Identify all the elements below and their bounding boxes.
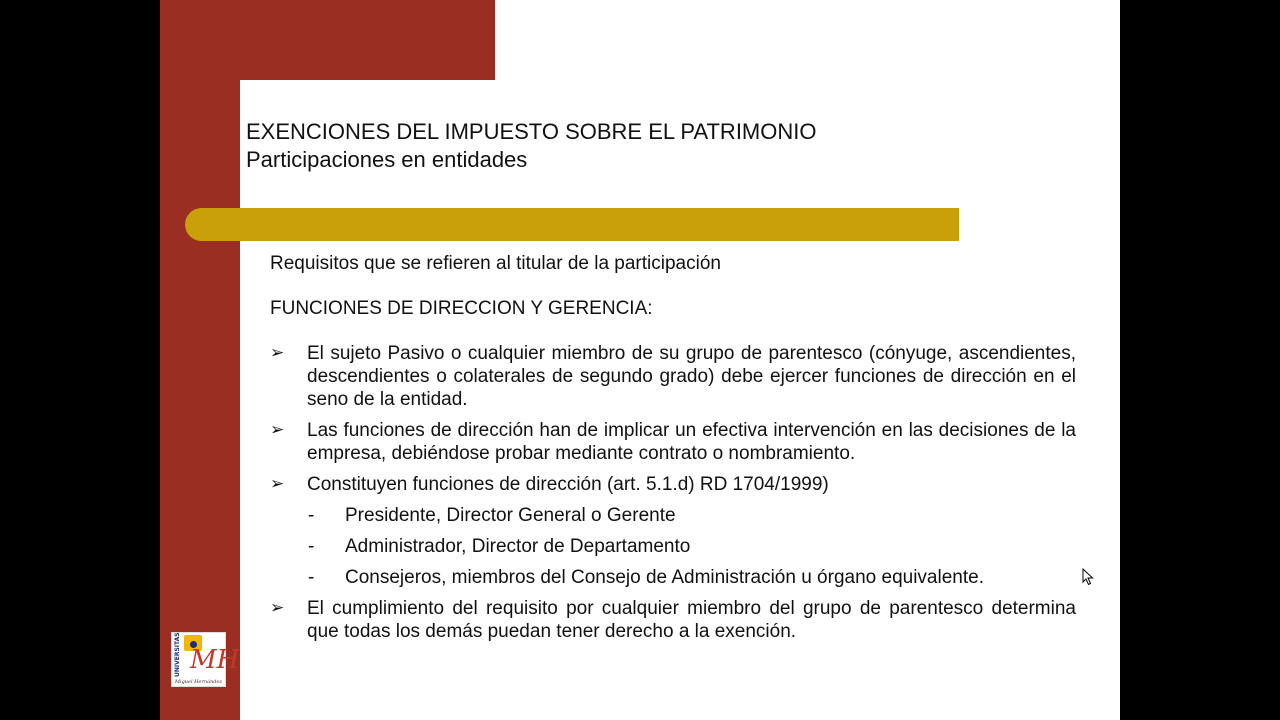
sub-list-item <box>270 535 1076 558</box>
arrow-bullet-icon: ➢ <box>270 598 285 618</box>
arrow-bullet-icon: ➢ <box>270 474 285 494</box>
title-line-1: EXENCIONES DEL IMPUESTO SOBRE EL PATRIMONIO <box>246 119 817 144</box>
sub-list-item <box>270 566 1076 589</box>
logo-monogram: MH <box>190 645 240 675</box>
sub-item-text: Consejeros, miembros del Consejo de Administración u órgano equivalente. <box>345 567 984 588</box>
dash-bullet: - <box>308 505 315 526</box>
bullet-item <box>270 342 1076 411</box>
funciones-heading: FUNCIONES DE DIRECCION Y GERENCIA: <box>270 298 653 319</box>
bullet-text: Constituyen funciones de dirección (art. 5.1.d) RD 1704/1999) <box>307 474 829 495</box>
bullet-list <box>270 342 1076 643</box>
bullet-item <box>270 473 1076 496</box>
gold-accent-bar <box>185 208 959 241</box>
arrow-bullet-icon: ➢ <box>270 420 285 440</box>
slide <box>160 0 1120 720</box>
dash-bullet: - <box>308 567 315 588</box>
requisitos-text: Requisitos que se refieren al titular de la participación <box>270 253 721 274</box>
logo-subtitle: Miguel Hernández <box>174 679 223 685</box>
university-logo <box>171 632 240 687</box>
slide-content <box>270 252 1076 651</box>
bullet-item <box>270 597 1076 643</box>
left-decorative-band <box>160 0 240 720</box>
arrow-bullet-icon: ➢ <box>270 343 285 363</box>
bullet-text: Las funciones de dirección han de implicar un efectiva intervención en las decisiones de la empresa, debiéndose probar mediante contrato o nombramiento. <box>307 420 1076 464</box>
bullet-text: El sujeto Pasivo o cualquier miembro de su grupo de parentesco (cónyuge, ascendientes, descendientes o colaterales de segundo grado) debe ejercer funciones de dirección en el seno de la entidad. <box>307 343 1076 410</box>
slide-title <box>246 118 817 174</box>
bullet-text: El cumplimiento del requisito por cualquier miembro del grupo de parentesco determina que todas los demás puedan tener derecho a la exención. <box>307 598 1076 642</box>
sub-item-text: Administrador, Director de Departamento <box>345 536 691 557</box>
sub-item-text: Presidente, Director General o Gerente <box>345 505 676 526</box>
sub-list-item <box>270 504 1076 527</box>
bullet-item <box>270 419 1076 465</box>
logo-vertical-text: UNIVERSITAS <box>174 632 181 677</box>
mouse-pointer-icon <box>1082 568 1094 586</box>
top-decorative-band <box>160 0 495 80</box>
title-line-2: Participaciones en entidades <box>246 147 528 172</box>
dash-bullet: - <box>308 536 315 557</box>
